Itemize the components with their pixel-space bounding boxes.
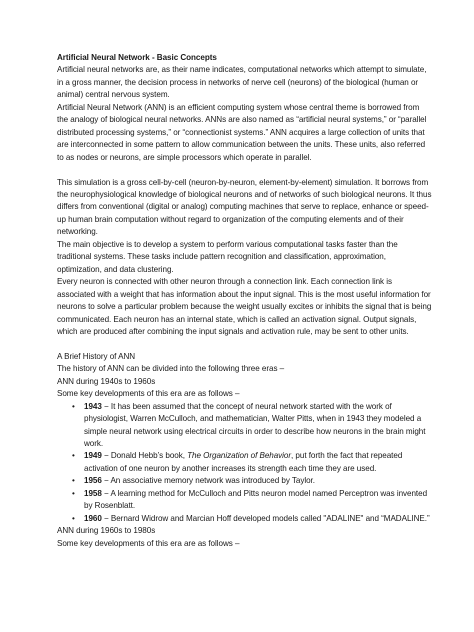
list-item [72, 450, 432, 475]
list-item [72, 401, 432, 451]
item-year: 1960 [84, 513, 102, 523]
bullet-icon: • [72, 513, 75, 523]
item-text: − Bernard Widrow and Marcian Hoff developed models called "ADALINE" and “MADALINE.” [101, 513, 430, 523]
era2-lead: Some key developments of this era are as follows – [57, 538, 240, 548]
document-page [57, 52, 432, 550]
history-heading: A Brief History of ANN [57, 351, 136, 361]
item-text: , put forth the fact that repeated activation of one neuron by another increases its strength each time they are used. [84, 451, 403, 473]
connections-paragraph: Every neuron is connected with other neuron through a connection link. Each connection link is associated with a weight that has information about the input signal. This is the most useful information for neurons to solve a particular problem because the weight usually excites or inhibits the signal that is being communicated. Each neuron has an internal state, which is called an activation signal. Output signals, which are produced after combining the input signals and activation rule, may be sent to other units. [57, 277, 432, 336]
bullet-icon: • [72, 476, 75, 486]
bullet-icon: • [72, 401, 75, 411]
history-intro: The history of ANN can be divided into the following three eras – [57, 364, 285, 374]
item-text: − An associative memory network was introduced by Taylor. [101, 476, 315, 486]
list-item [72, 488, 432, 513]
item-year: 1943 [84, 401, 102, 411]
item-text: − It has been assumed that the concept of neural network started with the work of physiologist, Warren McCulloch, and mathematician, Walter Pitts, when in 1943 they modeled a simple neural network using electrical circuits in order to describe how neurons in the brain might work. [84, 401, 426, 449]
document-title: Artificial Neural Network - Basic Concepts [57, 53, 217, 62]
item-year: 1956 [84, 476, 102, 486]
era1-list [57, 401, 432, 526]
item-year: 1958 [84, 488, 102, 498]
item-text: − Donald Hebb’s book, [101, 451, 188, 461]
era2-title: ANN during 1960s to 1980s [57, 526, 156, 536]
book-title: The Organization of Behavior [187, 451, 292, 461]
era1-title: ANN during 1940s to 1960s [57, 376, 156, 386]
simulation-paragraph: This simulation is a gross cell-by-cell (neuron-by-neuron, element-by-element) simulation. It borrows from the neurophysiological knowledge of biological neurons and of networks of such biological neurons. It thus differs from conventional (digital or analog) computing machines that serve to replace, enhance or speed-up human brain computation without regard to organization of the computing elements and of their networking. [57, 177, 432, 237]
intro-paragraph-1: Artificial neural networks are, as their name indicates, computational networks which attempt to simulate, in a gross manner, the decision process in networks of nerve cell (neurons) of the biological (human or animal) central nervous system. [57, 65, 427, 100]
objective-paragraph: The main objective is to develop a system to perform various computational tasks faster than the traditional systems. These tasks include pattern recognition and classification, approximation, optimization, and data clustering. [57, 239, 398, 274]
bullet-icon: • [72, 451, 75, 461]
list-item [72, 475, 432, 487]
bullet-icon: • [72, 488, 75, 498]
intro-paragraph-2: Artificial Neural Network (ANN) is an efficient computing system whose central theme is borrowed from the analogy of biological neural networks. ANNs are also named as “artificial neural systems,” or “parallel distributed processing systems,” or “connectionist systems.” ANN acquires a large collection of units that are interconnected in some pattern to allow communication between the units. These units, also referred to as nodes or neurons, are simple processors which operate in parallel. [57, 102, 427, 162]
list-item [72, 513, 432, 525]
era1-lead: Some key developments of this era are as follows – [57, 389, 240, 399]
item-text: − A learning method for McCulloch and Pitts neuron model named Perceptron was invented by Rosenblatt. [84, 488, 428, 511]
item-year: 1949 [84, 451, 102, 461]
